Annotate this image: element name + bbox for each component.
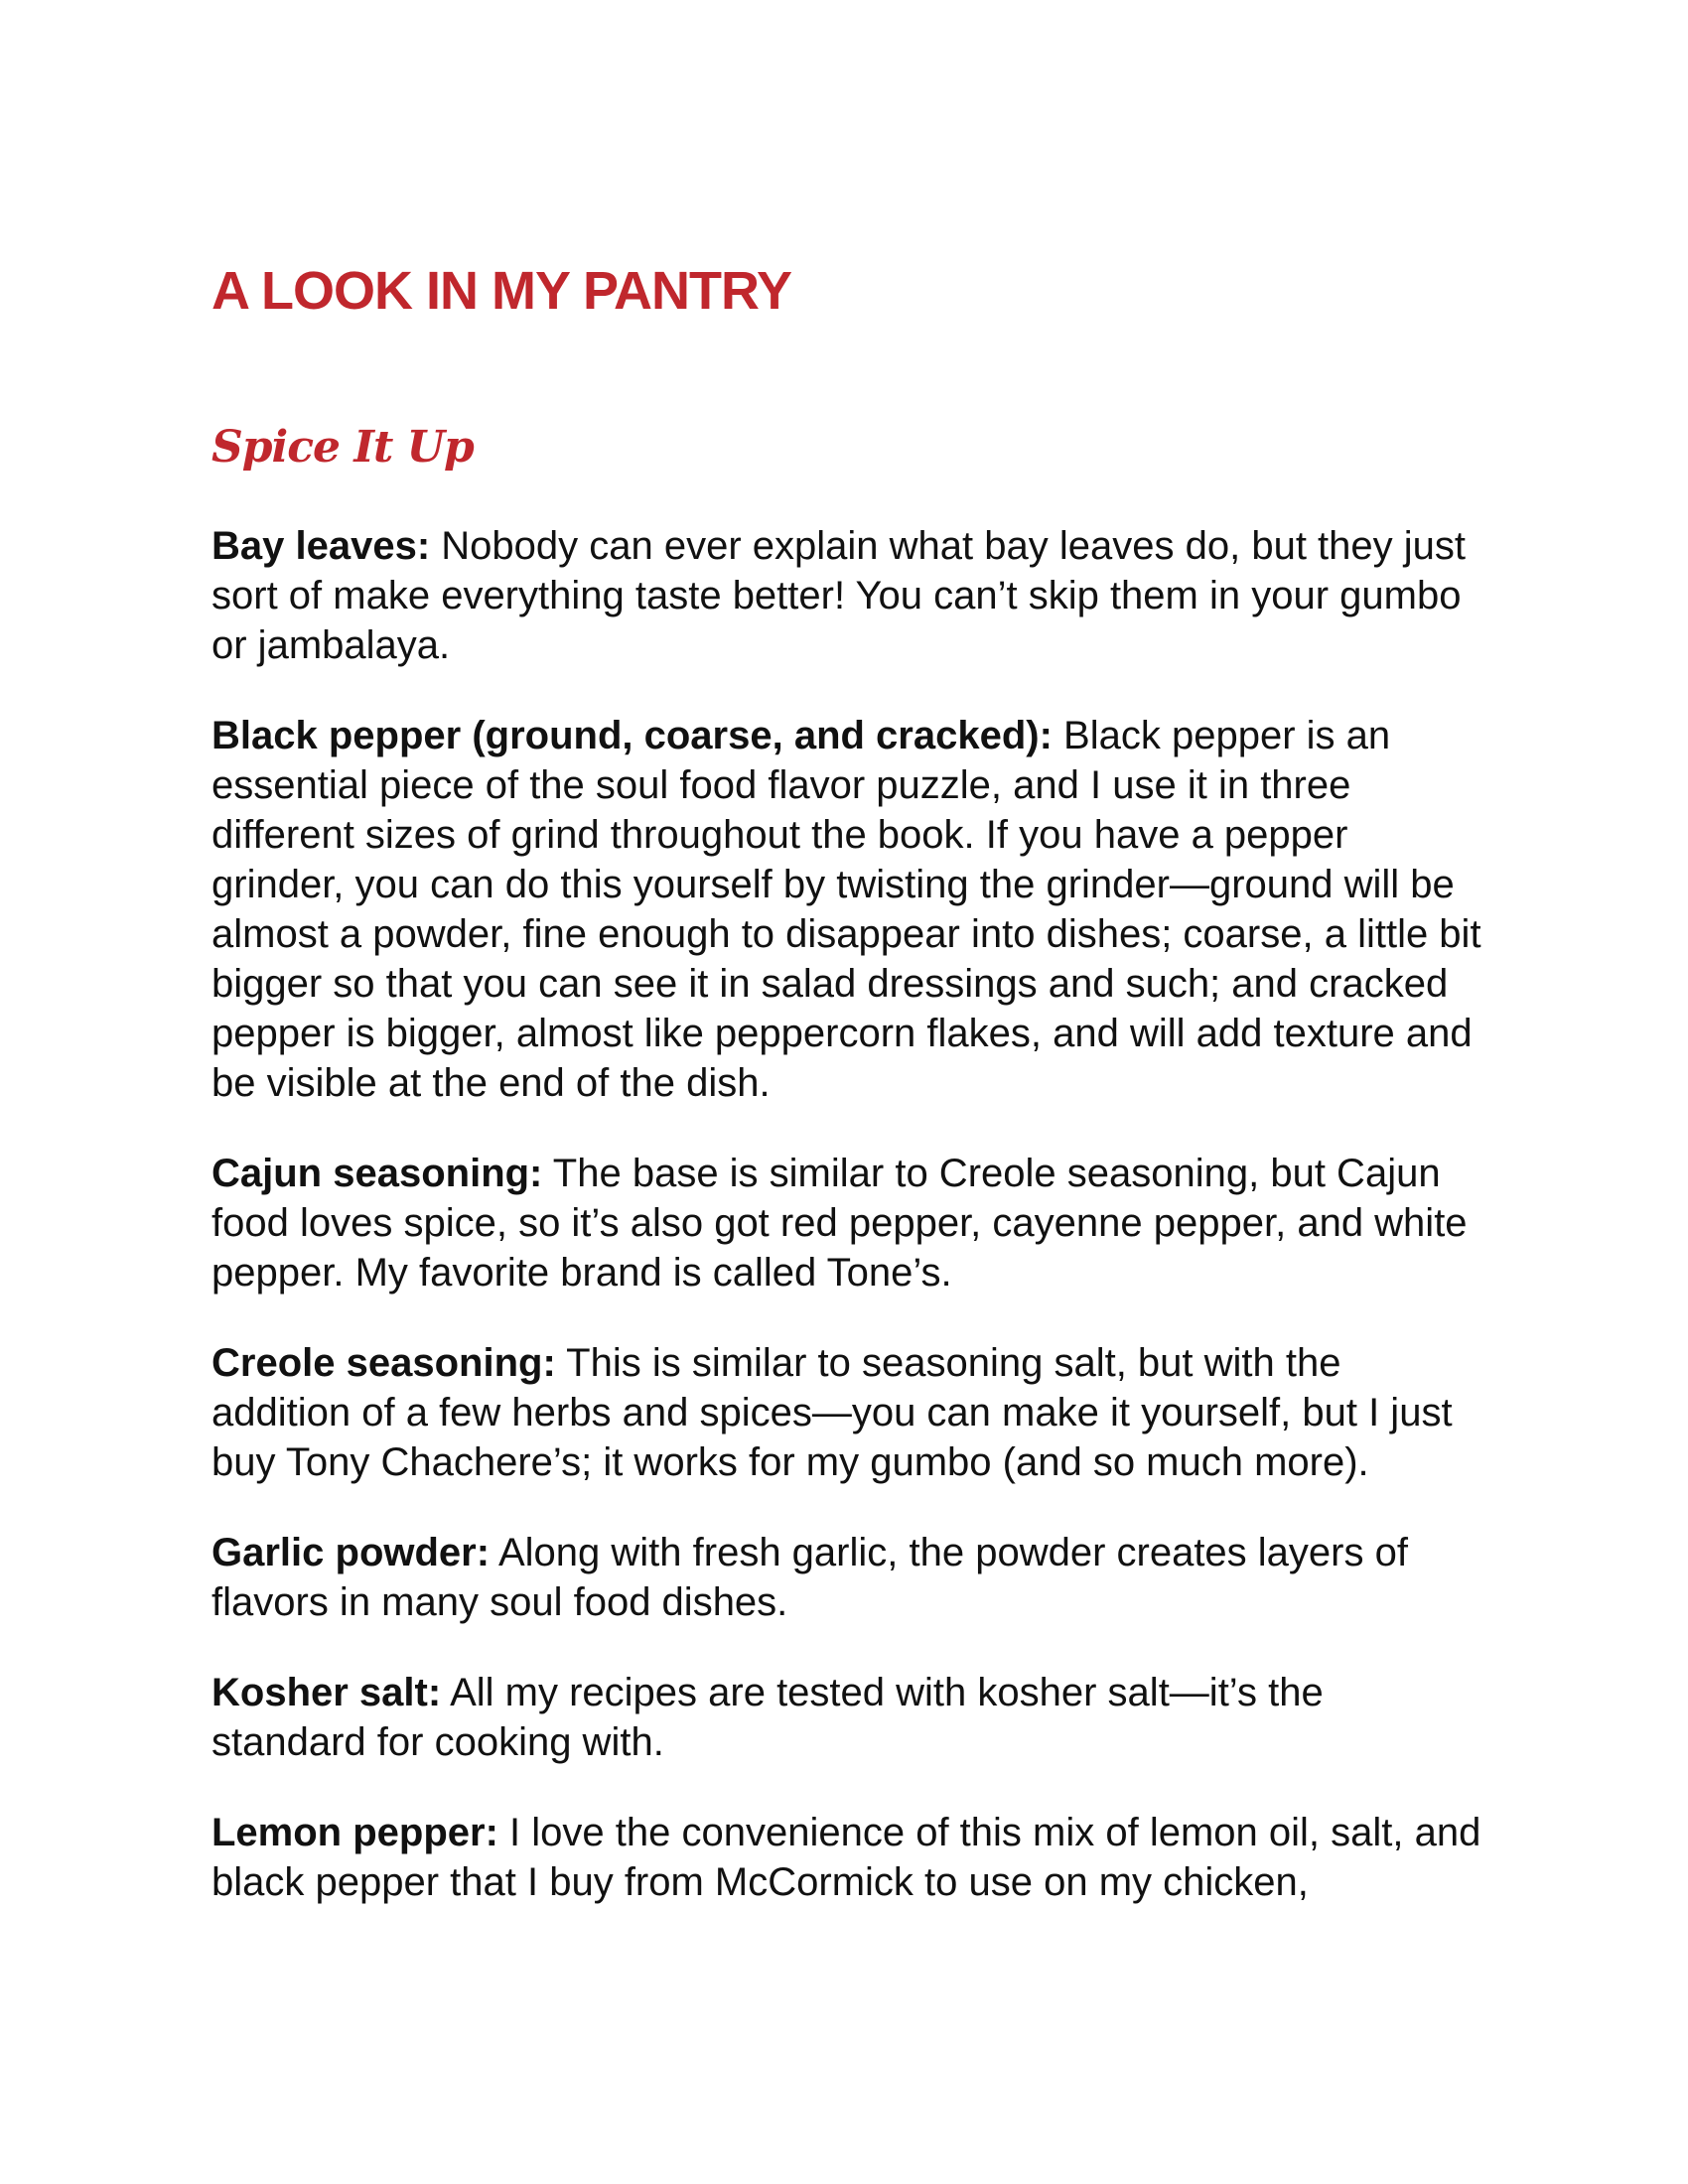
entry-text: Black pepper is an essential piece of the soul food flavor puzzle, and I use it in three different sizes of grind throughout the book. If you have a pepper grinder, you can do this yourself by twisting the grinder—ground will be almost a powder, fine enough to disappear into dishes; coarse, a little bit bigger so that you can see it in salad dressings and such; and cracked pepper is bigger, almost like peppercorn flakes, and will add texture and be visible at the end of the dish. [211, 714, 1481, 1105]
entry-text: The base is similar to Creole seasoning, but Cajun food loves spice, so it’s also got red pepper, cayenne pepper, and white pepper. My favorite brand is called Tone’s. [211, 1152, 1468, 1295]
entry-text: I love the convenience of this mix of lemon oil, salt, and black pepper that I buy from McCormick to use on my chicken, [211, 1811, 1481, 1904]
chapter-title: A LOOK IN MY PANTRY [211, 261, 792, 321]
glossary-entry-cajun-seasoning [211, 1149, 1482, 1297]
entry-term: Lemon pepper: [211, 1811, 498, 1854]
glossary-list [211, 521, 1482, 1948]
entry-text: Nobody can ever explain what bay leaves do, but they just sort of make everything taste better! You can’t skip them in your gumbo or jambalaya. [211, 524, 1467, 667]
glossary-entry-kosher-salt [211, 1668, 1482, 1767]
section-title: Spice It Up [211, 422, 474, 473]
glossary-entry-bay-leaves [211, 521, 1482, 670]
glossary-entry-black-pepper [211, 711, 1482, 1108]
entry-text: Along with fresh garlic, the powder creates layers of flavors in many soul food dishes. [211, 1531, 1408, 1624]
glossary-entry-garlic-powder [211, 1528, 1482, 1627]
entry-term: Bay leaves: [211, 524, 431, 568]
entry-text: This is similar to seasoning salt, but with the addition of a few herbs and spices—you can make it yourself, but I just buy Tony Chachere’s; it works for my gumbo (and so much more). [211, 1341, 1453, 1484]
entry-term: Black pepper (ground, coarse, and cracked): [211, 714, 1053, 757]
entry-term: Kosher salt: [211, 1671, 442, 1714]
entry-text: All my recipes are tested with kosher salt—it’s the standard for cooking with. [211, 1671, 1324, 1764]
glossary-entry-creole-seasoning [211, 1338, 1482, 1487]
entry-term: Cajun seasoning: [211, 1152, 543, 1195]
entry-term: Creole seasoning: [211, 1341, 556, 1385]
glossary-entry-lemon-pepper [211, 1808, 1482, 1907]
entry-term: Garlic powder: [211, 1531, 491, 1574]
